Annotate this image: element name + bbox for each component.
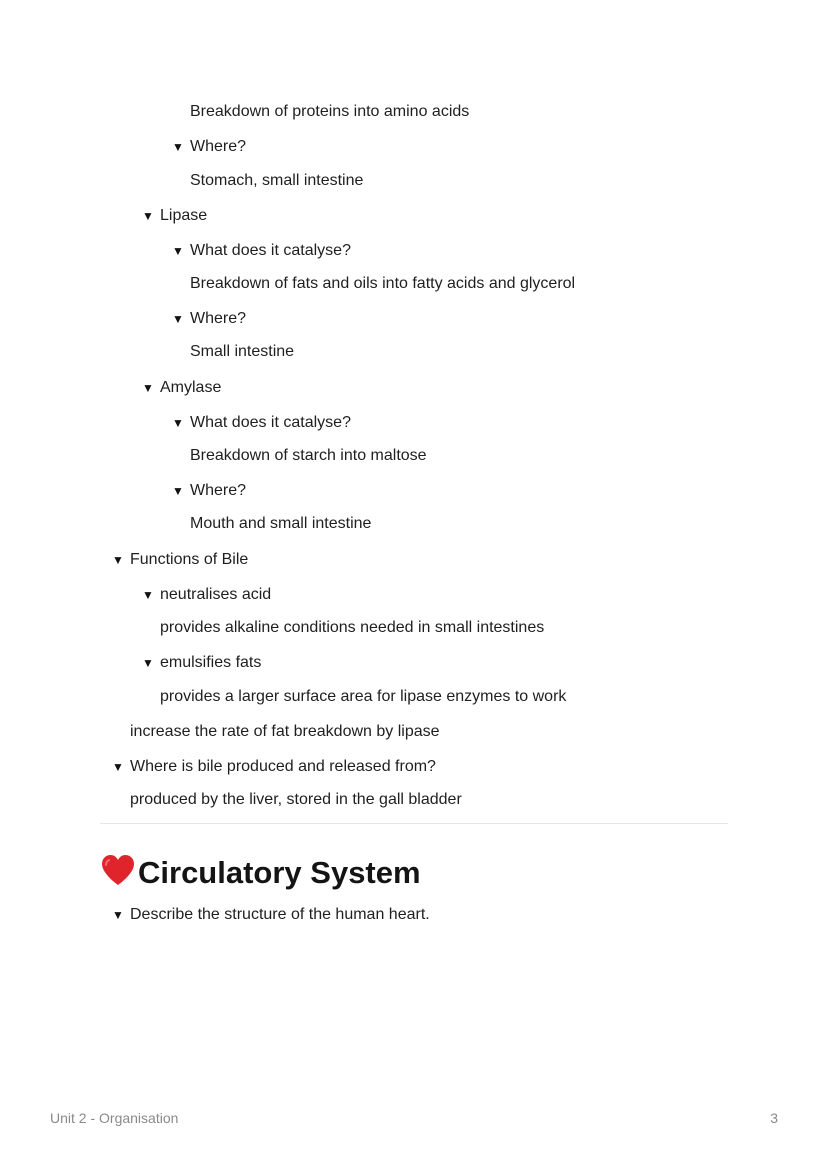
- text-line: [190, 171, 363, 191]
- toggle-label: Amylase: [160, 379, 222, 396]
- line-text: Breakdown of starch into maltose: [190, 447, 427, 464]
- heart-icon: [100, 853, 136, 887]
- line-text: Mouth and small intestine: [190, 515, 372, 532]
- triangle-down-icon[interactable]: ▼: [112, 760, 124, 774]
- line-text: Breakdown of fats and oils into fatty acids and glycerol: [190, 275, 576, 292]
- line-text: provides alkaline conditions needed in small intestines: [160, 619, 545, 636]
- toggle-item[interactable]: [172, 481, 246, 501]
- toggle-item[interactable]: [172, 241, 351, 261]
- toggle-item[interactable]: [112, 550, 248, 570]
- toggle-item[interactable]: [172, 137, 246, 157]
- triangle-down-icon[interactable]: ▼: [142, 209, 154, 223]
- toggle-label: Lipase: [160, 207, 208, 224]
- toggle-label: emulsifies fats: [160, 654, 262, 671]
- section-heading: [100, 853, 421, 893]
- toggle-item[interactable]: [172, 413, 351, 433]
- triangle-down-icon[interactable]: ▼: [142, 381, 154, 395]
- triangle-down-icon[interactable]: ▼: [172, 416, 184, 430]
- toggle-item[interactable]: [172, 309, 246, 329]
- triangle-down-icon[interactable]: ▼: [172, 140, 184, 154]
- toggle-item[interactable]: [142, 653, 261, 673]
- toggle-item[interactable]: [142, 585, 271, 605]
- toggle-label: Where?: [190, 138, 247, 155]
- toggle-item[interactable]: [142, 378, 221, 398]
- section-title: Circulatory System: [138, 855, 421, 890]
- triangle-down-icon[interactable]: ▼: [142, 588, 154, 602]
- triangle-down-icon[interactable]: ▼: [172, 484, 184, 498]
- triangle-down-icon[interactable]: ▼: [172, 244, 184, 258]
- text-line: [190, 514, 371, 534]
- line-text: Small intestine: [190, 343, 295, 360]
- toggle-label: What does it catalyse?: [190, 414, 351, 431]
- toggle-item[interactable]: [112, 905, 430, 925]
- text-line: [160, 687, 566, 707]
- triangle-down-icon[interactable]: ▼: [142, 656, 154, 670]
- line-text: Stomach, small intestine: [190, 172, 364, 189]
- toggle-label: Where is bile produced and released from?: [130, 758, 436, 775]
- toggle-label: neutralises acid: [160, 586, 272, 603]
- section-divider: [100, 823, 728, 824]
- text-line: [130, 722, 440, 742]
- text-line: [190, 102, 469, 122]
- line-text: produced by the liver, stored in the gall bladder: [130, 791, 462, 808]
- toggle-label: Functions of Bile: [130, 551, 249, 568]
- footer-title: Unit 2 - Organisation: [50, 1110, 179, 1126]
- triangle-down-icon[interactable]: ▼: [172, 312, 184, 326]
- text-line: [160, 618, 544, 638]
- toggle-label: What does it catalyse?: [190, 242, 351, 259]
- line-text: increase the rate of fat breakdown by lipase: [130, 723, 440, 740]
- text-line: [130, 790, 462, 810]
- line-text: Breakdown of proteins into amino acids: [190, 103, 470, 120]
- toggle-item[interactable]: [142, 206, 207, 226]
- triangle-down-icon[interactable]: ▼: [112, 553, 124, 567]
- line-text: provides a larger surface area for lipase enzymes to work: [160, 688, 567, 705]
- toggle-label: Describe the structure of the human heart.: [130, 906, 430, 923]
- text-line: [190, 342, 294, 362]
- triangle-down-icon[interactable]: ▼: [112, 908, 124, 922]
- toggle-label: Where?: [190, 482, 247, 499]
- toggle-item[interactable]: [112, 757, 436, 777]
- page-number: 3: [770, 1110, 778, 1126]
- toggle-label: Where?: [190, 310, 247, 327]
- text-line: [190, 274, 575, 294]
- text-line: [190, 446, 427, 466]
